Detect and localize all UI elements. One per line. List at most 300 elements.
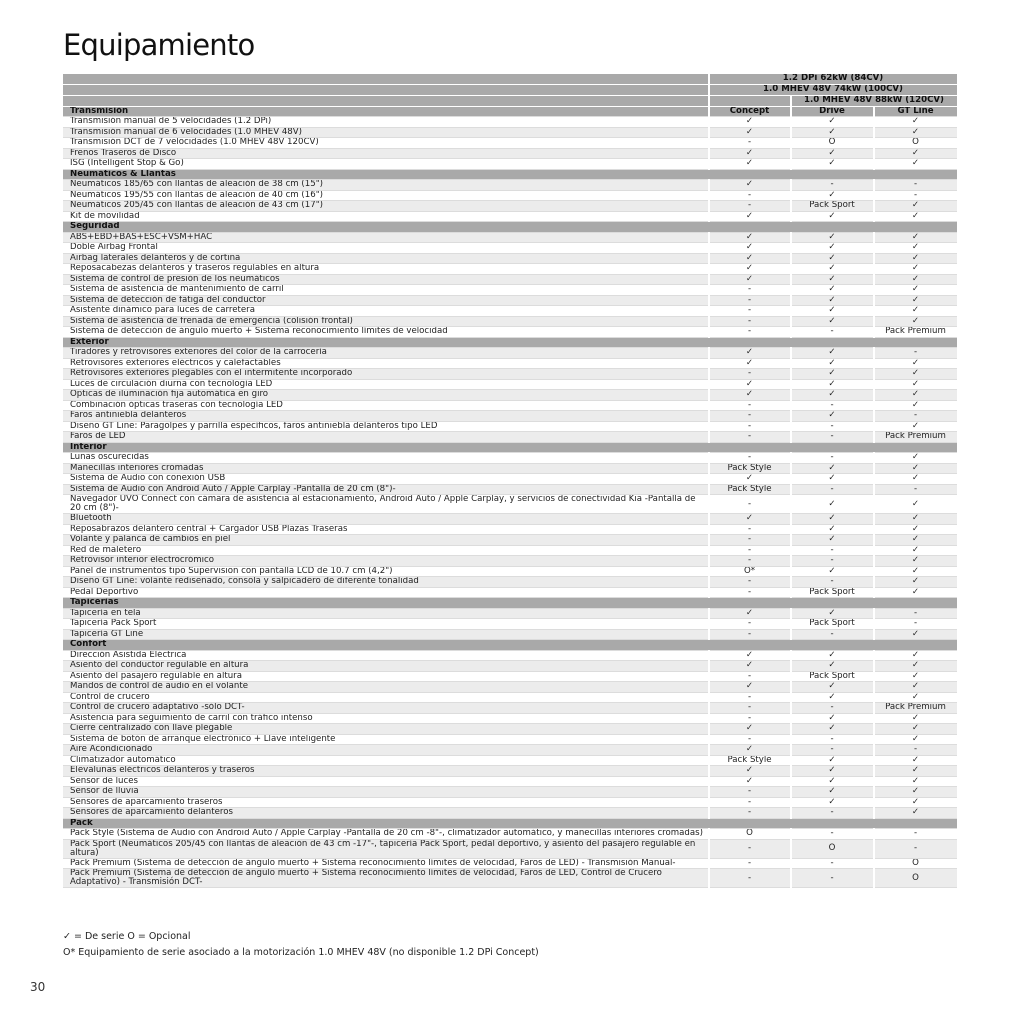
availability-cell: ✓ [709,148,791,159]
availability-cell: ✓ [874,713,957,724]
availability-cell: ✓ [874,776,957,787]
table-row [63,556,957,567]
feature-label: Tapicería Pack Sport [63,619,709,630]
table-row [63,295,957,306]
availability-cell: - [709,587,791,598]
availability-cell: - [791,400,874,411]
availability-cell: ✓ [874,211,957,222]
table-row [63,535,957,546]
table-row [63,661,957,672]
availability-cell: ✓ [874,316,957,327]
availability-cell: ✓ [709,724,791,735]
availability-cell: - [791,432,874,443]
availability-cell: ✓ [874,148,957,159]
equipment-table-body [63,74,957,888]
table-row [63,390,957,401]
feature-label: Manecillas interiores cromadas [63,463,709,474]
feature-label: Asistente dinámico para luces de carretera [63,306,709,317]
availability-cell: - [709,316,791,327]
engine-header-spacer [709,96,791,107]
availability-cell: ✓ [874,734,957,745]
availability-cell: ✓ [874,724,957,735]
feature-label: Transmisión DCT de 7 velocidades (1.0 MHEV 48V 120CV) [63,138,709,149]
availability-cell: ✓ [791,117,874,128]
table-row [63,190,957,201]
feature-label: Sensor de lluvia [63,787,709,798]
availability-cell: ✓ [874,808,957,819]
availability-cell: ✓ [791,661,874,672]
availability-cell: - [709,797,791,808]
availability-cell: ✓ [874,274,957,285]
availability-cell: ✓ [709,514,791,525]
availability-cell: ✓ [791,608,874,619]
availability-cell: - [874,190,957,201]
availability-cell: ✓ [791,264,874,275]
feature-label: Ópticas de iluminación fija automática en giro [63,390,709,401]
availability-cell: ✓ [709,180,791,191]
availability-cell: ✓ [791,148,874,159]
feature-label: Airbag laterales delanteros y de cortina [63,253,709,264]
feature-label: Frenos Traseros de Disco [63,148,709,159]
section-header-row [63,598,957,609]
section-header-row [63,818,957,829]
availability-cell: ✓ [874,787,957,798]
availability-cell: ✓ [709,745,791,756]
feature-label: Reposacabezas delanteros y traseros regulables en altura [63,264,709,275]
availability-cell: - [709,545,791,556]
page-number: 30 [30,980,46,994]
availability-cell: - [791,556,874,567]
column-header-concept: Concept [709,107,791,117]
availability-cell: ✓ [791,411,874,422]
availability-cell: ✓ [874,285,957,296]
engine-label: 1.0 MHEV 48V 74kW (100CV) [709,85,957,96]
feature-label: Pack Sport (Neumáticos 205/45 con llantas de aleación de 43 cm -17"-, tapicería Pack Sport, pedal deportivo, y asiento del pasajero regulable en altura) [63,839,709,858]
table-row [63,148,957,159]
availability-cell: ✓ [709,348,791,359]
feature-label: Asiento del pasajero regulable en altura [63,671,709,682]
availability-cell: ✓ [791,713,874,724]
availability-cell: ✓ [791,369,874,380]
availability-cell: Pack Style [709,463,791,474]
table-row [63,566,957,577]
availability-cell: - [874,839,957,858]
availability-cell: ✓ [791,306,874,317]
availability-cell: ✓ [709,232,791,243]
feature-label: Neumáticos 195/55 con llantas de aleación de 40 cm (16") [63,190,709,201]
availability-cell: ✓ [791,243,874,254]
availability-cell: O [874,138,957,149]
availability-cell: ✓ [874,671,957,682]
availability-cell: Pack Premium [874,432,957,443]
feature-label: Climatizador automático [63,755,709,766]
table-row [63,545,957,556]
feature-label: Sistema de control de presión de los neumáticos [63,274,709,285]
availability-cell: ✓ [874,692,957,703]
table-row [63,797,957,808]
feature-label: Sistema de detección de ángulo muerto + Sistema reconocimiento límites de velocidad [63,327,709,338]
feature-label: Neumáticos 205/45 con llantas de aleación de 43 cm (17") [63,201,709,212]
availability-cell: ✓ [791,535,874,546]
equipment-table [63,74,957,888]
table-row [63,358,957,369]
availability-cell: ✓ [791,495,874,514]
table-row [63,587,957,598]
table-row [63,159,957,170]
availability-cell: O* [709,566,791,577]
availability-cell: - [709,306,791,317]
availability-cell: ✓ [791,190,874,201]
feature-label: Sistema de detección de fatiga del conductor [63,295,709,306]
feature-label: Doble Airbag Frontal [63,243,709,254]
table-row [63,201,957,212]
table-row [63,432,957,443]
availability-cell: - [709,858,791,869]
availability-cell: ✓ [791,295,874,306]
availability-cell: - [874,745,957,756]
feature-label: Tapicería GT Line [63,629,709,640]
feature-label: Control de crucero [63,692,709,703]
table-row [63,514,957,525]
availability-cell: - [709,524,791,535]
availability-cell: - [791,858,874,869]
feature-label: Transmisión manual de 6 velocidades (1.0 MHEV 48V) [63,127,709,138]
availability-cell: - [709,411,791,422]
table-row [63,232,957,243]
availability-cell: - [791,829,874,840]
availability-cell: - [709,400,791,411]
feature-label: Sistema de asistencia de frenada de emergencia (colisión frontal) [63,316,709,327]
table-row [63,829,957,840]
availability-cell: ✓ [791,474,874,485]
availability-cell: - [874,180,957,191]
header-blank-cell [63,85,709,96]
table-row [63,858,957,869]
feature-label: Dirección Asistida Eléctrica [63,650,709,661]
feature-label: Pack Premium (Sistema de detección de ángulo muerto + Sistema reconocimiento límites de velocidad, Faros de LED, Control de Crucero Adaptativo) - Transmisión DCT- [63,869,709,888]
availability-cell: ✓ [791,159,874,170]
availability-cell: ✓ [874,556,957,567]
section-title: Transmisión [63,107,709,117]
availability-cell: ✓ [874,495,957,514]
availability-cell: ✓ [709,358,791,369]
availability-cell: ✓ [874,358,957,369]
table-row [63,463,957,474]
availability-cell: - [709,453,791,464]
feature-label: Sistema de Audio con Android Auto / Apple Carplay -Pantalla de 20 cm (8")- [63,484,709,495]
availability-cell: O [791,138,874,149]
feature-label: Sistema de asistencia de mantenimiento de carril [63,285,709,296]
feature-label: Faros de LED [63,432,709,443]
engine-header-row [63,74,957,85]
availability-cell: O [791,839,874,858]
availability-cell: ✓ [874,201,957,212]
availability-cell: ✓ [874,766,957,777]
availability-cell: ✓ [874,369,957,380]
table-row [63,400,957,411]
availability-cell: ✓ [874,797,957,808]
availability-cell: ✓ [709,264,791,275]
availability-cell: - [709,201,791,212]
section-header-row [63,222,957,233]
availability-cell: ✓ [791,682,874,693]
table-row [63,713,957,724]
availability-cell: ✓ [709,661,791,672]
availability-cell: Pack Sport [791,201,874,212]
section-title: Confort [63,640,957,651]
table-row [63,411,957,422]
table-row [63,703,957,714]
availability-cell: ✓ [709,682,791,693]
feature-label: Panel de instrumentos tipo Supervision con pantalla LCD de 10.7 cm (4,2") [63,566,709,577]
availability-cell: - [874,619,957,630]
table-row [63,117,957,128]
availability-cell: Pack Premium [874,327,957,338]
engine-label: 1.0 MHEV 48V 88kW (120CV) [791,96,957,107]
availability-cell: - [791,180,874,191]
availability-cell: ✓ [709,474,791,485]
table-row [63,682,957,693]
table-row [63,474,957,485]
availability-cell: ✓ [709,766,791,777]
availability-cell: ✓ [874,524,957,535]
feature-label: Sensores de aparcamiento traseros [63,797,709,808]
feature-label: Faros antiniebla delanteros [63,411,709,422]
feature-label: Pedal Deportivo [63,587,709,598]
footnote: O* Equipamiento de serie asociado a la motorización 1.0 MHEV 48V (no disponible 1.2 DPi Concept) [63,947,539,958]
column-header-gt-line: GT Line [874,107,957,117]
feature-label: Diseño GT Line: volante rediseñado, consola y salpicadero de diferente tonalidad [63,577,709,588]
availability-cell: ✓ [791,285,874,296]
availability-cell: - [874,411,957,422]
availability-cell: ✓ [709,127,791,138]
feature-label: Cierre centralizado con llave plegable [63,724,709,735]
availability-cell: ✓ [791,316,874,327]
table-row [63,253,957,264]
feature-label: Diseño GT Line: Paragolpes y parrilla específicos, faros antiniebla delanteros tipo LED [63,421,709,432]
table-row [63,577,957,588]
engine-header-row [63,85,957,96]
feature-label: Lunas oscurecidas [63,453,709,464]
table-row [63,484,957,495]
table-row [63,869,957,888]
availability-cell: - [709,421,791,432]
availability-cell: ✓ [791,724,874,735]
header-blank-cell [63,74,709,85]
column-header-drive: Drive [791,107,874,117]
table-row [63,421,957,432]
table-row [63,619,957,630]
availability-cell: Pack Style [709,484,791,495]
availability-cell: ✓ [709,650,791,661]
availability-cell: ✓ [709,776,791,787]
legend: ✓ = De serie O = Opcional [63,931,191,942]
table-row [63,671,957,682]
feature-label: Pack Premium (Sistema de detección de ángulo muerto + Sistema reconocimiento límites de velocidad, Faros de LED) - Transmisión Manual- [63,858,709,869]
feature-label: ABS+EBD+BAS+ESC+VSM+HAC [63,232,709,243]
availability-cell: ✓ [709,253,791,264]
availability-cell: ✓ [709,211,791,222]
section-title: Interior [63,442,957,453]
table-row [63,495,957,514]
availability-cell: - [791,808,874,819]
table-row [63,808,957,819]
availability-cell: ✓ [791,650,874,661]
availability-cell: - [709,692,791,703]
page-title: Equipamiento [63,28,255,62]
availability-cell: ✓ [874,577,957,588]
availability-cell: ✓ [709,608,791,619]
availability-cell: - [709,839,791,858]
availability-cell: - [709,787,791,798]
table-row [63,127,957,138]
feature-label: Sistema de botón de arranque electrónico + Llave inteligente [63,734,709,745]
availability-cell: - [709,734,791,745]
feature-label: Kit de movilidad [63,211,709,222]
feature-label: Luces de circulación diurna con tecnología LED [63,379,709,390]
availability-cell: ✓ [874,661,957,672]
section-title: Seguridad [63,222,957,233]
availability-cell: ✓ [791,514,874,525]
availability-cell: ✓ [874,545,957,556]
feature-label: Transmisión manual de 5 velocidades (1.2 DPi) [63,117,709,128]
table-row [63,787,957,798]
availability-cell: ✓ [874,463,957,474]
section-title: Exterior [63,337,957,348]
availability-cell: Pack Style [709,755,791,766]
feature-label: Combinación ópticas traseras con tecnología LED [63,400,709,411]
availability-cell: ✓ [874,159,957,170]
availability-cell: - [709,713,791,724]
availability-cell: - [709,808,791,819]
availability-cell: ✓ [709,117,791,128]
availability-cell: ✓ [791,787,874,798]
feature-label: Retrovisor interior electrocrómico [63,556,709,567]
availability-cell: ✓ [709,274,791,285]
feature-label: Navegador UVO Connect con cámara de asistencia al estacionamiento, Android Auto / Apple Carplay, y servicios de conectividad Kia -Pantalla de 20 cm (8")- [63,495,709,514]
feature-label: Tiradores y retrovisores exteriores del color de la carrocería [63,348,709,359]
feature-label: Bluetooth [63,514,709,525]
feature-label: Asistencia para seguimiento de carril con tráfico intenso [63,713,709,724]
availability-cell: ✓ [874,682,957,693]
availability-cell: - [791,327,874,338]
availability-cell: ✓ [791,211,874,222]
availability-cell: - [791,869,874,888]
engine-header-row [63,96,957,107]
table-row [63,211,957,222]
table-row [63,348,957,359]
section-header-row [63,442,957,453]
feature-label: Tapicería en tela [63,608,709,619]
availability-cell: - [874,348,957,359]
table-row [63,745,957,756]
availability-cell: Pack Sport [791,619,874,630]
equipment-table-container [63,74,957,888]
availability-cell: ✓ [791,379,874,390]
feature-label: Sistema de Audio con conexión USB [63,474,709,485]
table-row [63,839,957,858]
availability-cell: - [709,432,791,443]
table-row [63,264,957,275]
availability-cell: ✓ [874,650,957,661]
table-row [63,608,957,619]
availability-cell: ✓ [874,474,957,485]
table-row [63,306,957,317]
availability-cell: Pack Premium [874,703,957,714]
availability-cell: - [791,484,874,495]
table-row [63,692,957,703]
availability-cell: - [791,629,874,640]
availability-cell: ✓ [791,127,874,138]
availability-cell: - [709,295,791,306]
availability-cell: ✓ [791,390,874,401]
availability-cell: ✓ [791,566,874,577]
availability-cell: ✓ [791,232,874,243]
section-header-row [63,169,957,180]
availability-cell: - [709,138,791,149]
availability-cell: - [709,369,791,380]
availability-cell: - [709,619,791,630]
feature-label: Neumáticos 185/65 con llantas de aleación de 38 cm (15") [63,180,709,191]
availability-cell: ✓ [874,453,957,464]
table-row [63,776,957,787]
availability-cell: - [709,577,791,588]
section-header-row [63,640,957,651]
feature-label: Mandos de control de audio en el volante [63,682,709,693]
availability-cell: O [874,869,957,888]
table-row [63,650,957,661]
availability-cell: - [791,745,874,756]
table-row [63,285,957,296]
availability-cell: - [874,829,957,840]
availability-cell: ✓ [791,524,874,535]
availability-cell: - [709,495,791,514]
feature-label: Pack Style (Sistema de Audio con Android Auto / Apple Carplay -Pantalla de 20 cm -8"-, climatizador automático, y manecillas interiores cromadas) [63,829,709,840]
table-row [63,243,957,254]
availability-cell: - [791,577,874,588]
availability-cell: ✓ [791,797,874,808]
availability-cell: ✓ [874,755,957,766]
availability-cell: - [709,556,791,567]
header-blank-cell [63,96,709,107]
feature-label: Retrovisores exteriores eléctricos y calefactables [63,358,709,369]
table-row [63,724,957,735]
column-header-row [63,107,957,117]
availability-cell: ✓ [874,253,957,264]
availability-cell: Pack Sport [791,587,874,598]
feature-label: Sensor de luces [63,776,709,787]
table-row [63,327,957,338]
table-row [63,138,957,149]
table-row [63,316,957,327]
availability-cell: - [791,703,874,714]
availability-cell: - [709,629,791,640]
feature-label: Sensores de aparcamiento delanteros [63,808,709,819]
availability-cell: ✓ [874,306,957,317]
feature-label: Retrovisores exteriores plegables con el intermitente incorporado [63,369,709,380]
availability-cell: ✓ [791,274,874,285]
availability-cell: Pack Sport [791,671,874,682]
section-header-row [63,337,957,348]
availability-cell: - [709,327,791,338]
availability-cell: ✓ [874,243,957,254]
feature-label: Red de maletero [63,545,709,556]
feature-label: Asiento del conductor regulable en altura [63,661,709,672]
availability-cell: - [791,421,874,432]
availability-cell: ✓ [874,587,957,598]
availability-cell: ✓ [874,127,957,138]
availability-cell: - [709,535,791,546]
